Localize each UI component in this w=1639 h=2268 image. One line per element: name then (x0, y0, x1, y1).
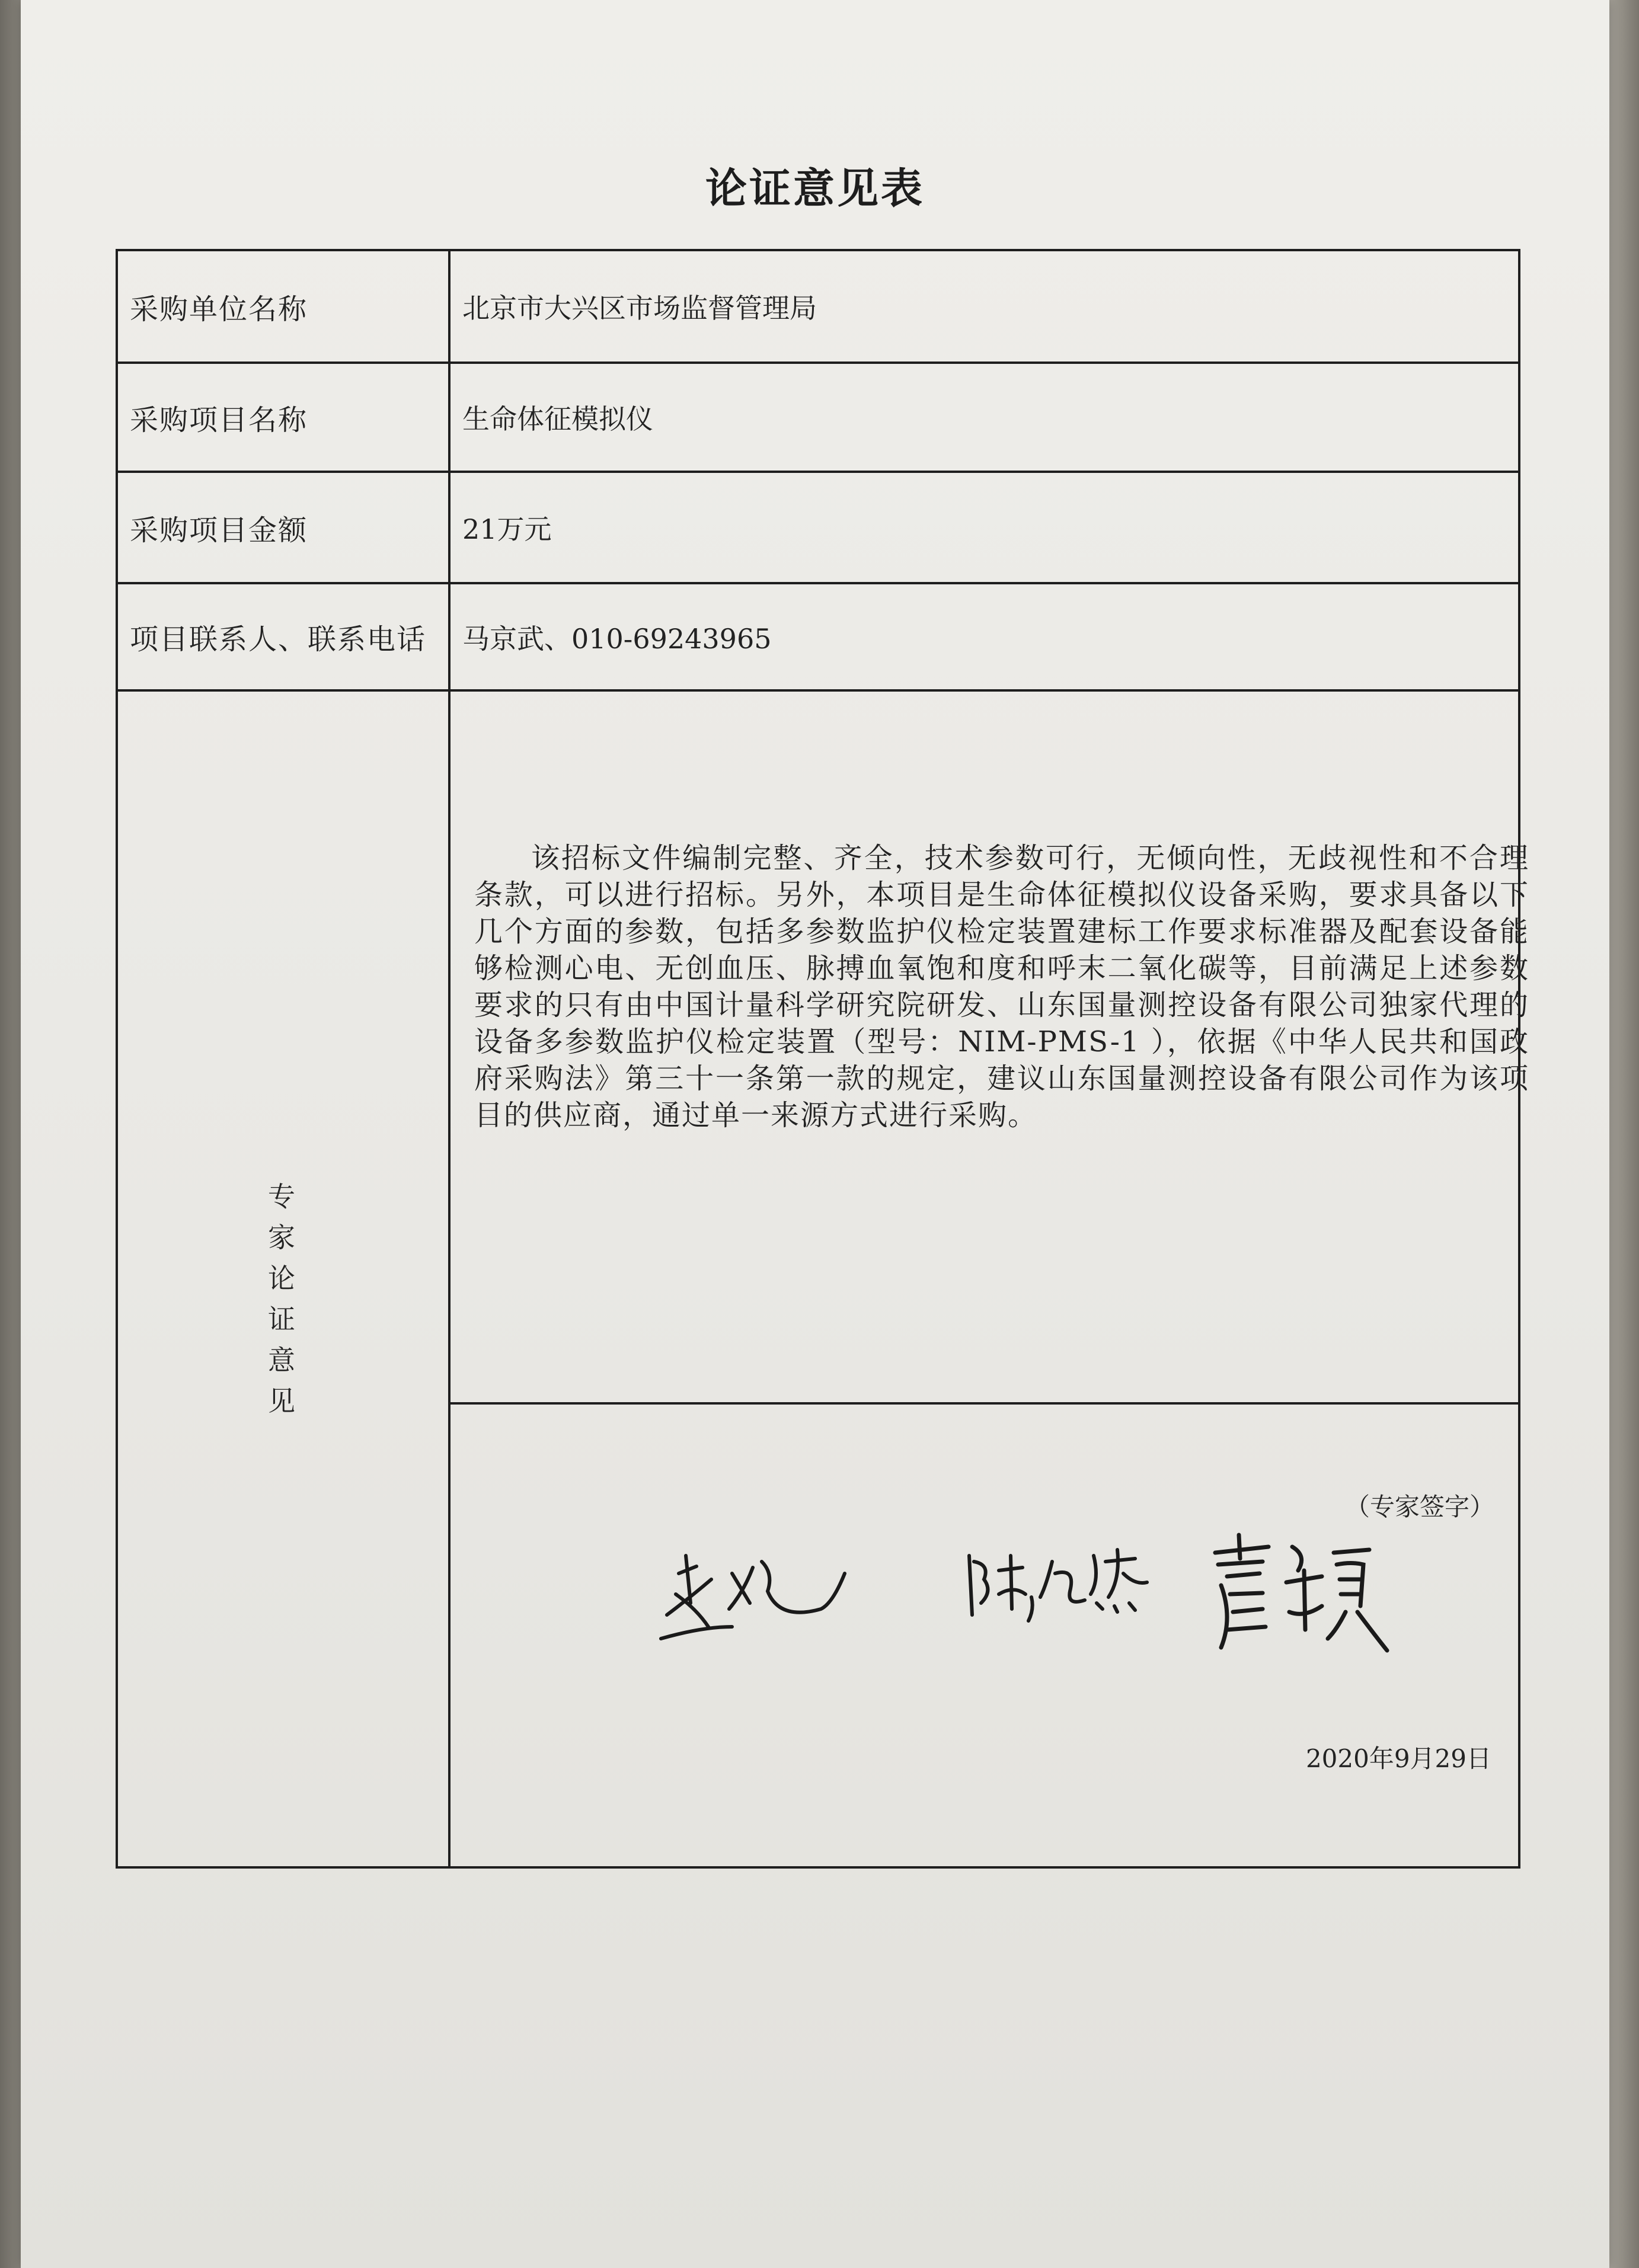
signature-date: 2020年9月29日 (1305, 1744, 1491, 1773)
opinion-label-char: 论 (268, 1262, 295, 1294)
signature-zhao (655, 1538, 851, 1650)
row-label-text: 项目联系人、联系电话 (130, 623, 427, 656)
opinion-label-char: 见 (268, 1385, 295, 1417)
row-value-text: 生命体征模拟仪 (462, 403, 653, 435)
opinion-label-char: 家 (268, 1221, 295, 1253)
opinion-text-cell (448, 689, 1529, 1405)
paper-sheet (21, 0, 1609, 2268)
row-value-project-name (448, 362, 1520, 473)
row-value-amount (448, 471, 1520, 584)
document-title: 论证意见表 (705, 164, 925, 213)
row-value-purchaser (448, 249, 1520, 364)
opinion-vertical-label (261, 1176, 302, 1422)
backdrop-right (1606, 0, 1639, 2268)
signature-cell (448, 1402, 1520, 1869)
signature-chen (957, 1538, 1159, 1627)
row-value-text: 21万元 (462, 513, 552, 545)
opinion-label-char: 专 (268, 1181, 295, 1213)
row-value-text: 马京武、010-69243965 (462, 622, 772, 655)
row-label-purchaser (116, 249, 451, 364)
opinion-label-char: 意 (268, 1344, 295, 1376)
signature-caption: （专家签字） (1344, 1492, 1494, 1521)
row-label-contact (116, 582, 451, 692)
row-value-contact (448, 582, 1520, 692)
row-label-text: 采购项目名称 (130, 403, 308, 437)
row-label-project-name (116, 362, 451, 473)
signature-huo (1203, 1529, 1393, 1659)
row-label-text: 采购项目金额 (130, 513, 308, 547)
row-label-text: 采购单位名称 (130, 292, 308, 326)
row-label-amount (116, 471, 451, 584)
expert-opinion-text: 该招标文件编制完整、齐全，技术参数可行，无倾向性，无歧视性和不合理条款，可以进行招标。另外，本项目是生命体征模拟仪设备采购，要求具备以下几个方面的参数，包括多参数监护仪检定装置建标工作要求标准器及配套设备能够检测心电、无创血压、脉搏血氧饱和度和呼末二氧化碳等，目前满足上述参数要求的只有由中国计量科学研究院研发、山东国量测控设备有限公司独家代理的设备多参数监护仪检定装置（型号：NIM-PMS-1 ），依据《中华人民共和国政府采购法》第三十一条第一款的规定，建议山东国量测控设备有限公司作为该项目的供应商，通过单一来源方式进行采购。 (474, 842, 1529, 1132)
opinion-form-table (116, 249, 1529, 1870)
opinion-label-char: 证 (268, 1303, 295, 1335)
row-value-text: 北京市大兴区市场监督管理局 (462, 292, 817, 324)
